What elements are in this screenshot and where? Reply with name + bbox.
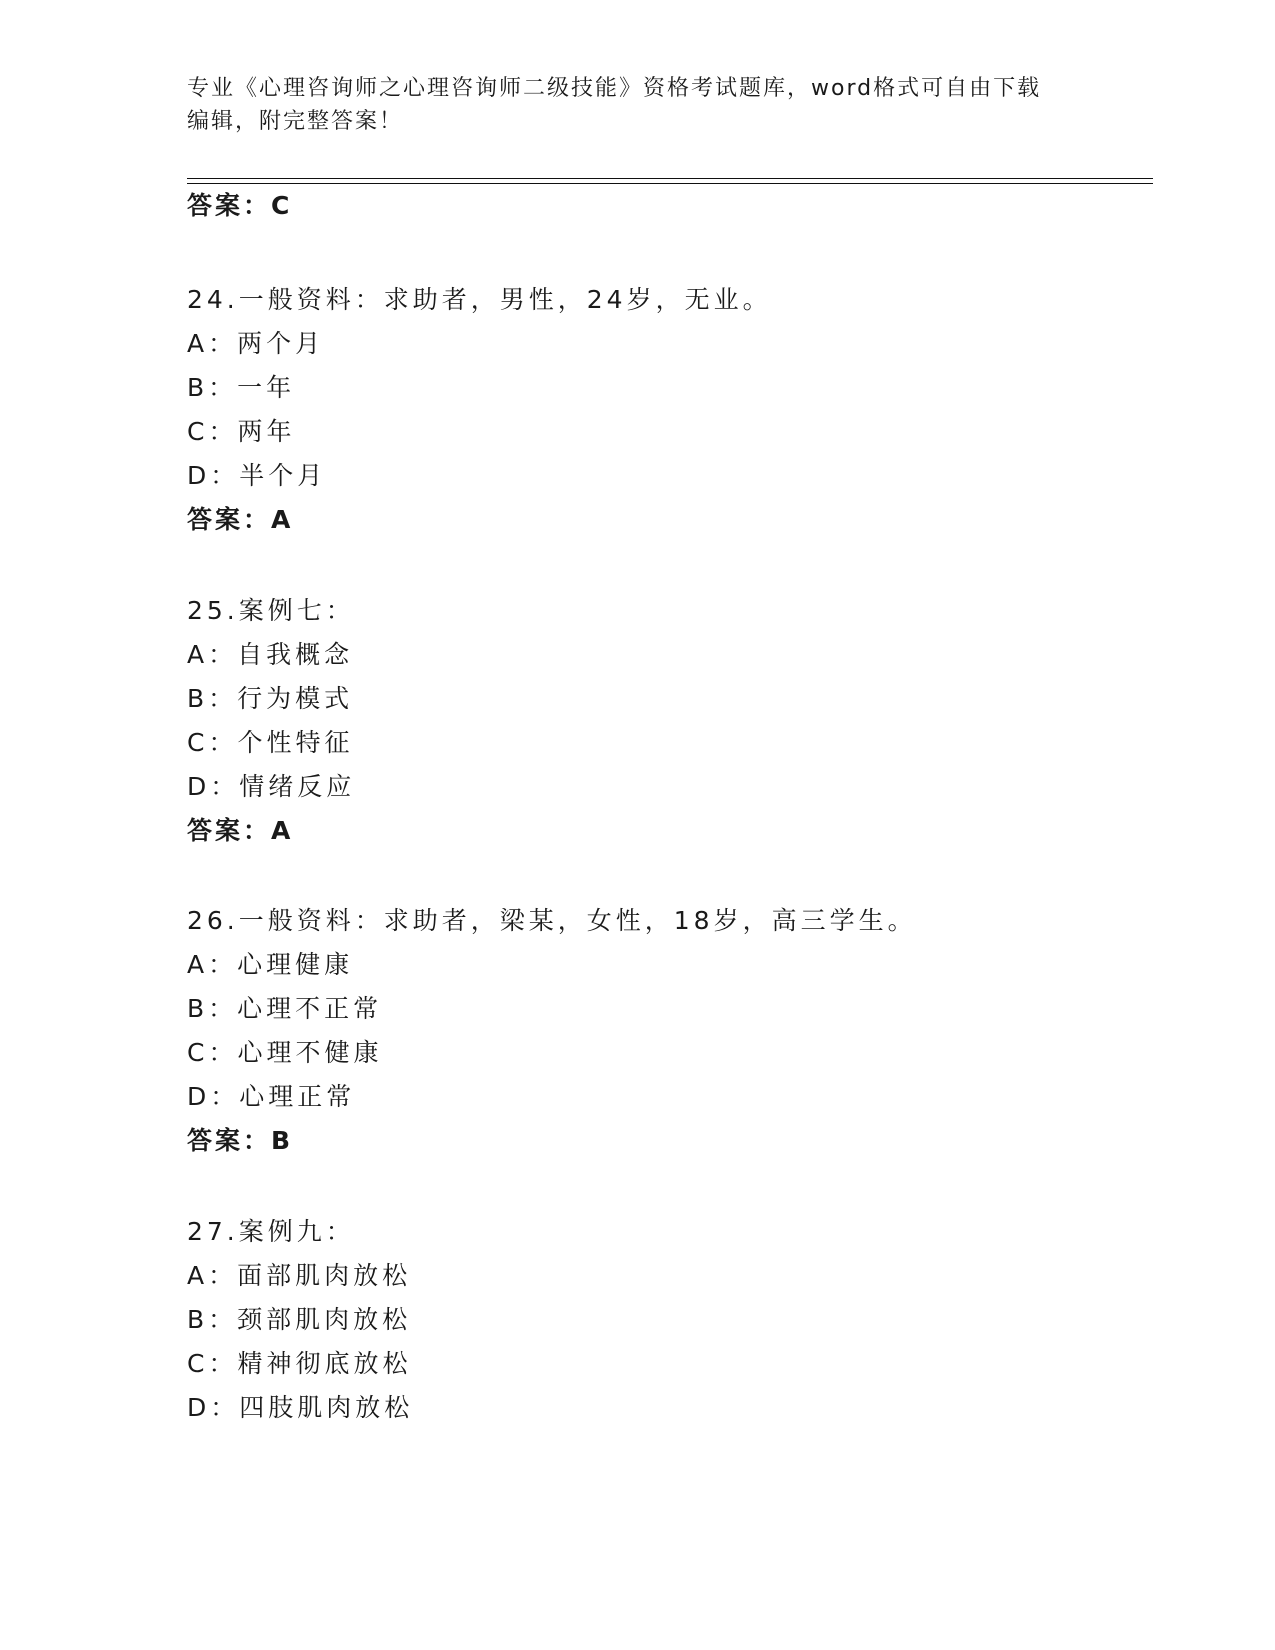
option-27-c: C：精神彻底放松	[187, 1349, 412, 1378]
question-stem-26: 26.一般资料：求助者，梁某，女性，18岁，高三学生。	[187, 906, 917, 935]
question-stem-24: 24.一般资料：求助者，男性，24岁，无业。	[187, 285, 772, 314]
option-24-c: C：两年	[187, 417, 296, 446]
question-stem-25: 25.案例七：	[187, 596, 355, 625]
header-rule-bottom	[187, 183, 1153, 184]
option-27-a: A：面部肌肉放松	[187, 1261, 412, 1290]
option-25-b: B：行为模式	[187, 684, 354, 713]
document-header	[187, 72, 1067, 138]
option-25-d: D：情绪反应	[187, 772, 356, 801]
option-26-d: D：心理正常	[187, 1082, 356, 1111]
option-25-c: C：个性特征	[187, 728, 354, 757]
prev-answer: 答案：C	[187, 191, 293, 220]
header-rule-top	[187, 178, 1153, 179]
answer-24: 答案：A	[187, 505, 294, 534]
question-stem-27: 27.案例九：	[187, 1217, 355, 1246]
option-26-b: B：心理不正常	[187, 994, 383, 1023]
option-24-a: A：两个月	[187, 329, 325, 358]
option-24-b: B：一年	[187, 373, 296, 402]
option-27-d: D：四肢肌肉放松	[187, 1393, 414, 1422]
option-24-d: D：半个月	[187, 461, 327, 490]
header-line-1: 专业《心理咨询师之心理咨询师二级技能》资格考试题库，word格式可自由下载	[187, 76, 1042, 101]
option-26-a: A：心理健康	[187, 950, 354, 979]
header-line-2: 编辑，附完整答案！	[187, 109, 404, 134]
option-26-c: C：心理不健康	[187, 1038, 383, 1067]
answer-26: 答案：B	[187, 1126, 294, 1155]
option-27-b: B：颈部肌肉放松	[187, 1305, 412, 1334]
answer-25: 答案：A	[187, 816, 294, 845]
option-25-a: A：自我概念	[187, 640, 354, 669]
